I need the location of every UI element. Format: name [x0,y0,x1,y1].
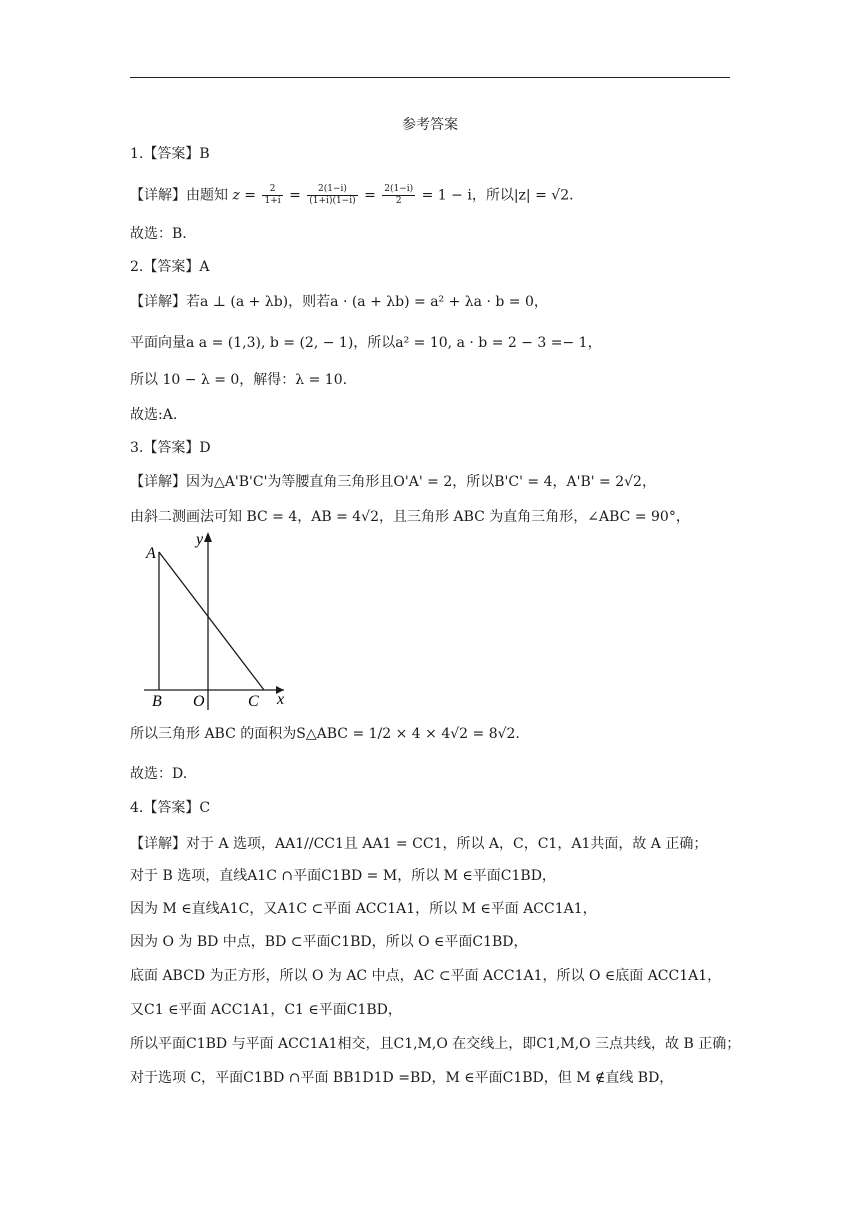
label-b: B [152,693,162,710]
q3-answer: 3.【答案】D [130,440,211,456]
q4-line-1: 【详解】对于 A 选项，AA1//CC1且 AA1 = CC1，所以 A，C，C1，A1共面，故 A 正确； [130,836,708,852]
q2-answer: 2.【答案】A [130,259,210,275]
q4-line-4: 因为 O 为 BD 中点，BD ⊂平面C1BD，所以 O ∈平面C1BD， [130,934,528,950]
q3-line2: 由斜二测画法可知 BC = 4，AB = 4√2，且三角形 ABC 为直角三角形，∠ABC = 90°， [130,509,690,525]
y-axis-arrow [204,532,212,542]
segment-ac [159,552,264,690]
q1-answer: 1.【答案】B [130,146,210,162]
q4-line-8: 对于选项 C，平面C1BD ∩平面 BB1D1D =BD，M ∈平面C1BD，但 M ∉直线 BD， [130,1070,674,1086]
triangle-figure [136,530,296,710]
q3-conclusion: 故选：D. [130,766,188,782]
label-o: O [193,693,205,710]
q4-line-3: 因为 M ∈直线A1C，又A1C ⊂平面 ACC1A1，所以 M ∈平面 ACC1A1， [130,901,597,917]
label-y: y [196,531,204,548]
q2-detail: 【详解】若a ⊥ (a + λb)，则若a · (a + λb) = a² + λa · b = 0， [130,294,548,310]
q2-line3: 所以 10 − λ = 0，解得：λ = 10. [130,372,348,388]
q1-detail-label: 【详解】由题知 [130,187,228,204]
q4-line-5: 底面 ABCD 为正方形，所以 O 为 AC 中点，AC ⊂平面 ACC1A1，所以 O ∈底面 ACC1A1， [130,968,722,984]
q4-line-6: 又C1 ∈平面 ACC1A1，C1 ∈平面C1BD， [130,1002,402,1018]
label-c: C [248,693,259,710]
header-rule [130,77,730,78]
page-title: 参考答案 [402,117,458,133]
label-a: A [146,545,156,562]
q1-conclusion: 故选：B. [130,226,187,242]
label-x: x [277,691,285,708]
q3-detail: 【详解】因为△A'B'C'为等腰直角三角形且O'A' = 2，所以B'C' = 4，A'B' = 2√2， [130,474,656,490]
q1-eq-tail: ，所以|z| = √2. [471,187,574,204]
q2-conclusion: 故选:A. [130,407,178,423]
q1-detail: 【详解】由题知 z = $\frac{2}{1+i}$ = $\frac{2(1-i)}{(1+i)(1-i)}$ = $\frac{2(1-i)}{2}$ = 1 − i，所以|z| = √2. [130,184,574,206]
q2-line2: 平面向量a a = (1,3), b = (2, − 1)，所以a² = 10, a · b = 2 − 3 =− 1， [130,335,602,351]
q4-answer: 4.【答案】C [130,800,211,816]
q4-line-2: 对于 B 选项，直线A1C ∩平面C1BD = M，所以 M ∈平面C1BD， [130,868,556,884]
q3-area: 所以三角形 ABC 的面积为S△ABC = 1/2 × 4 × 4√2 = 8√2. [130,726,520,742]
q4-line-7: 所以平面C1BD 与平面 ACC1A1相交，且C1,M,O 在交线上，即C1,M,O 三点共线，故 B 正确； [130,1036,741,1052]
